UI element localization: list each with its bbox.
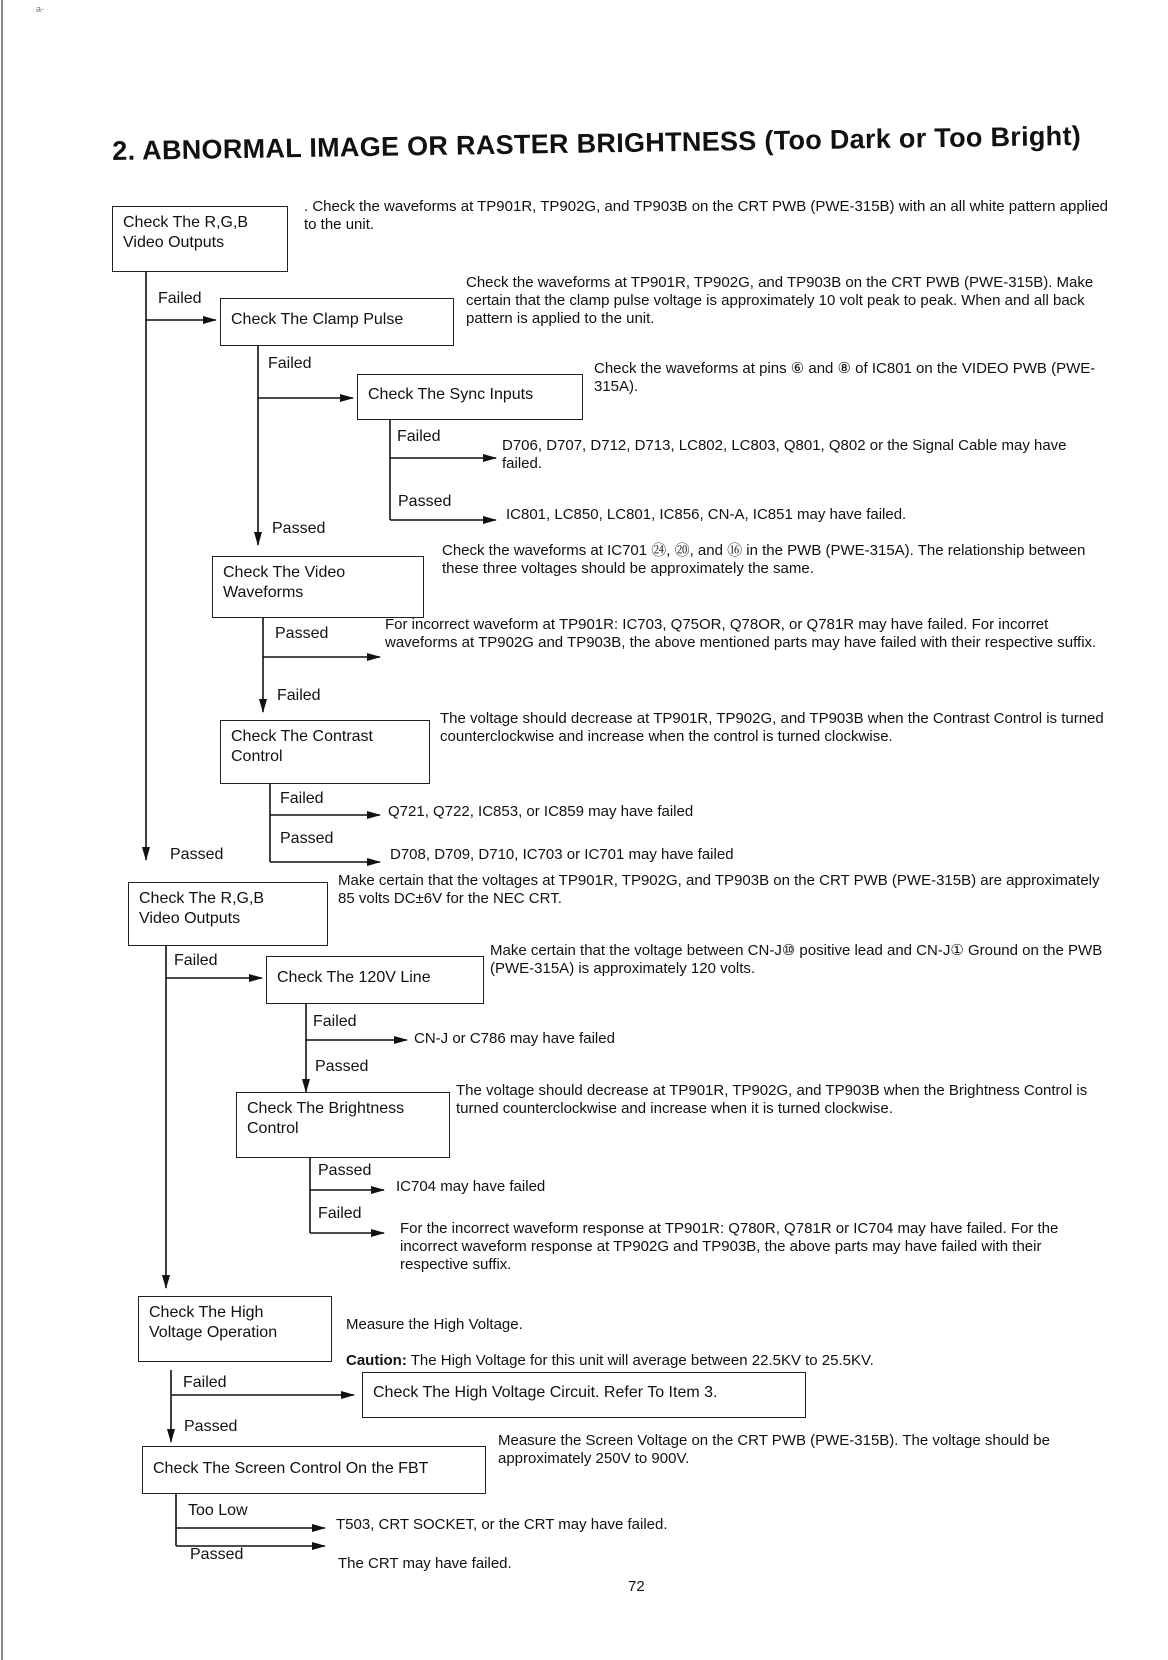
step-video-waveforms-note: Check the waveforms at IC701 ㉔, ⑳, and ⑯ in the PWB (PWE-315A). The relationship between these three voltages should be approximately the same.	[442, 542, 1086, 577]
branch-label-passed: Passed	[398, 493, 452, 510]
branch-label-failed: Failed	[280, 790, 324, 807]
step-high-voltage-operation-box: Check The High Voltage Operation	[138, 1296, 332, 1362]
page-title: 2. ABNORMAL IMAGE OR RASTER BRIGHTNESS (Too Dark or Too Bright)	[112, 120, 1082, 166]
step-brightness-control-note: The voltage should decrease at TP901R, TP902G, and TP903B when the Brightness Control is turned counterclockwise and increase when it is turned clockwise.	[456, 1082, 1088, 1117]
result-screen-passed: The CRT may have failed.	[338, 1555, 512, 1572]
step-rgb-video-outputs-note: . Check the waveforms at TP901R, TP902G, and TP903B on the CRT PWB (PWE-315B) with an all white pattern applied to the unit.	[304, 198, 1109, 233]
branch-label-failed: Failed	[318, 1205, 362, 1222]
hv-caution-text: The High Voltage for this unit will average between 22.5KV to 25.5KV.	[406, 1352, 874, 1369]
branch-label-failed: Failed	[277, 687, 321, 704]
result-sync-failed: D706, D707, D712, D713, LC802, LC803, Q801, Q802 or the Signal Cable may have failed.	[502, 437, 1067, 472]
result-brightness-failed: For the incorrect waveform response at TP901R: Q780R, Q781R or IC704 may have failed. For the incorrect waveform response at TP902G and TP903B, the above parts may have failed with their respective suffix.	[400, 1220, 1059, 1273]
branch-label-failed: Failed	[174, 952, 218, 969]
step-high-voltage-circuit-box: Check The High Voltage Circuit. Refer To Item 3.	[362, 1372, 806, 1418]
branch-label-passed: Passed	[170, 846, 224, 863]
page-number: 72	[628, 1578, 645, 1595]
step-brightness-control-box: Check The Brightness Control	[236, 1092, 450, 1158]
branch-label-passed: Passed	[318, 1162, 372, 1179]
step-rgb-video-outputs-box: Check The R,G,B Video Outputs	[112, 206, 288, 272]
result-screen-too-low: T503, CRT SOCKET, or the CRT may have failed.	[336, 1516, 668, 1533]
step-video-waveforms-box: Check The Video Waveforms	[212, 556, 424, 618]
step-clamp-pulse-box: Check The Clamp Pulse	[220, 298, 454, 346]
result-brightness-passed: IC704 may have failed	[396, 1178, 546, 1195]
step-contrast-control-note: The voltage should decrease at TP901R, TP902G, and TP903B when the Contrast Control is turned counterclockwise and increase when the control is turned clockwise.	[440, 710, 1104, 745]
branch-label-passed: Passed	[272, 520, 326, 537]
left-margin-mark: a-	[36, 4, 45, 14]
branch-label-passed: Passed	[190, 1546, 244, 1563]
branch-label-failed: Failed	[397, 428, 441, 445]
step-high-voltage-operation-note	[346, 1298, 1109, 1370]
hv-measure-text: Measure the High Voltage.	[346, 1316, 523, 1333]
branch-label-failed: Failed	[268, 355, 312, 372]
hv-caution-label: Caution:	[346, 1352, 407, 1369]
branch-label-failed: Failed	[183, 1374, 227, 1391]
result-line120-failed: CN-J or C786 may have failed	[414, 1030, 615, 1047]
result-contrast-passed: D708, D709, D710, IC703 or IC701 may have failed	[390, 846, 734, 863]
step-contrast-control-box: Check The Contrast Control	[220, 720, 430, 784]
step-sync-inputs-note: Check the waveforms at pins ⑥ and ⑧ of IC801 on the VIDEO PWB (PWE-315A).	[594, 360, 1096, 395]
step-120v-line-note: Make certain that the voltage between CN-J⑩ positive lead and CN-J① Ground on the PWB (PWE-315A) is approximately 120 volts.	[490, 942, 1103, 977]
step-clamp-pulse-note: Check the waveforms at TP901R, TP902G, and TP903B on the CRT PWB (PWE-315B). Make certain that the clamp pulse voltage is approximately 10 volt peak to peak. When and all back pattern is applied to the unit.	[466, 274, 1094, 327]
branch-label-passed: Passed	[184, 1418, 238, 1435]
branch-label-passed: Passed	[280, 830, 334, 847]
step-sync-inputs-box: Check The Sync Inputs	[357, 374, 583, 420]
branch-label-failed: Failed	[158, 290, 202, 307]
step-screen-control-fbt-box: Check The Screen Control On the FBT	[142, 1446, 486, 1494]
step-rgb-video-outputs-2-box: Check The R,G,B Video Outputs	[128, 882, 328, 946]
branch-label-failed: Failed	[313, 1013, 357, 1030]
branch-label-passed: Passed	[275, 625, 329, 642]
result-contrast-failed: Q721, Q722, IC853, or IC859 may have failed	[388, 803, 694, 820]
step-120v-line-box: Check The 120V Line	[266, 956, 484, 1004]
result-video-passed: For incorrect waveform at TP901R: IC703, Q75OR, Q78OR, or Q781R may have failed. For incorret waveforms at TP902G and TP903B, the above mentioned parts may have failed with their respective suffix.	[385, 616, 1097, 651]
branch-label-too-low: Too Low	[188, 1502, 248, 1519]
branch-label-passed: Passed	[315, 1058, 369, 1075]
step-screen-control-fbt-note: Measure the Screen Voltage on the CRT PWB (PWE-315B). The voltage should be approximately 250V to 900V.	[498, 1432, 1050, 1467]
step-rgb-video-outputs-2-note: Make certain that the voltages at TP901R, TP902G, and TP903B on the CRT PWB (PWE-315B) are approximately 85 volts DC±6V for the NEC CRT.	[338, 872, 1100, 907]
result-sync-passed: IC801, LC850, LC801, IC856, CN-A, IC851 may have failed.	[506, 506, 907, 523]
